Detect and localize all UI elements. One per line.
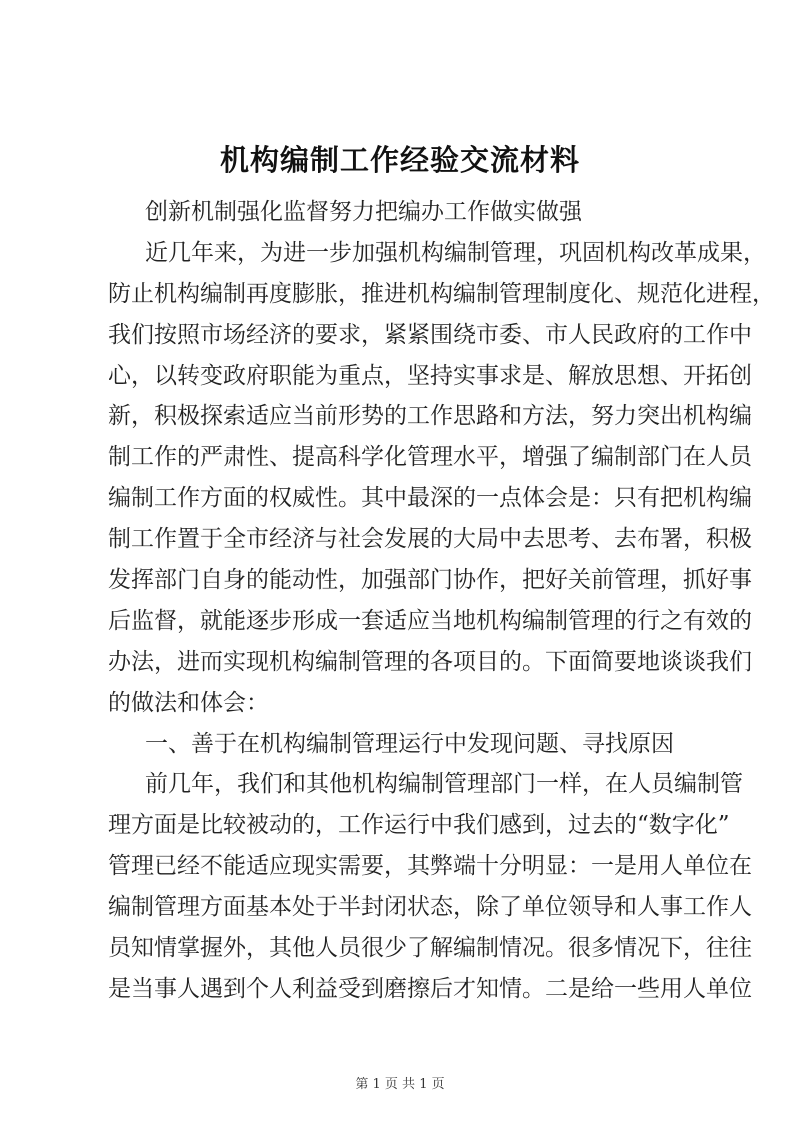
text-line: 发挥部门自身的能动性，加强部门协作，把好关前管理，抓好事 xyxy=(108,567,752,594)
text-line: 心，以转变政府职能为重点，坚持实事求是、解放思想、开拓创 xyxy=(108,362,752,389)
text-line: 制工作置于全市经济与社会发展的大局中去思考、去布署，积极 xyxy=(108,526,752,553)
text-line: 新，积极探索适应当前形势的工作思路和方法，努力突出机构编 xyxy=(108,403,752,430)
text-line: 近几年来，为进一步加强机构编制管理，巩固机构改革成果， xyxy=(145,239,766,266)
section-heading: 一、善于在机构编制管理运行中发现问题、寻找原因 xyxy=(145,730,674,757)
text-line: 制工作的严肃性、提高科学化管理水平，增强了编制部门在人员 xyxy=(108,444,752,471)
text-line: 我们按照市场经济的要求，紧紧围绕市委、市人民政府的工作中 xyxy=(108,321,752,348)
text-line: 管理已经不能适应现实需要，其弊端十分明显：一是用人单位在 xyxy=(108,853,752,880)
text-line: 员知情掌握外，其他人员很少了解编制情况。很多情况下，往往 xyxy=(108,935,752,962)
text-line: 是当事人遇到个人利益受到磨擦后才知情。二是给一些用人单位 xyxy=(108,975,752,1002)
text-line: 编制工作方面的权威性。其中最深的一点体会是：只有把机构编 xyxy=(108,485,752,512)
page-number-footer: 第 1 页 共 1 页 xyxy=(355,1077,445,1092)
text-line: 办法，进而实现机构编制管理的各项目的。下面简要地谈谈我们 xyxy=(108,648,752,675)
text-line: 后监督，就能逐步形成一套适应当地机构编制管理的行之有效的 xyxy=(108,607,752,634)
text-line: 理方面是比较被动的，工作运行中我们感到，过去的“数字化” xyxy=(108,812,730,839)
text-line: 编制管理方面基本处于半封闭状态，除了单位领导和人事工作人 xyxy=(108,894,752,921)
text-line: 防止机构编制再度膨胀，推进机构编制管理制度化、规范化进程， xyxy=(108,280,775,307)
text-line: 前几年，我们和其他机构编制管理部门一样，在人员编制管 xyxy=(145,771,743,798)
document-title: 机构编制工作经验交流材料 xyxy=(219,143,580,177)
subtitle: 创新机制强化监督努力把编办工作做实做强 xyxy=(145,199,582,225)
text-line: 的做法和体会： xyxy=(108,689,269,716)
document-body xyxy=(108,192,775,1010)
